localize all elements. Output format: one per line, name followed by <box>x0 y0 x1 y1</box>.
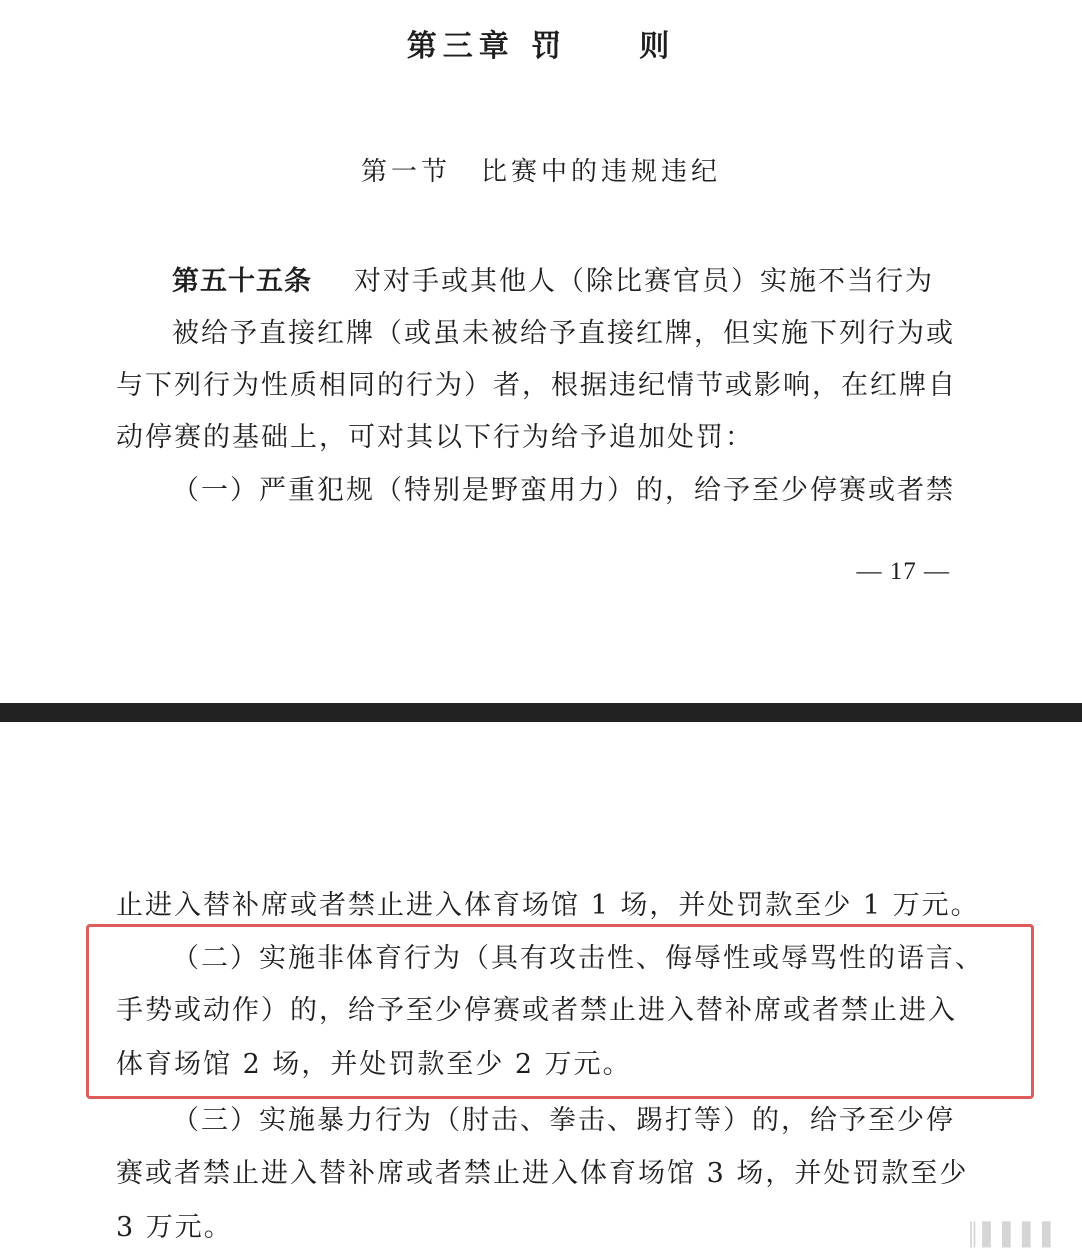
page-divider <box>0 703 1082 722</box>
text-line: 3 万元。 <box>116 1212 233 1243</box>
text-line: 手势或动作）的，给予至少停赛或者禁止进入替补席或者禁止进入 <box>116 995 957 1026</box>
text-line: （三）实施暴力行为（肘击、拳击、踢打等）的，给予至少停 <box>172 1105 955 1136</box>
section-title: 第一节 比赛中的违规违纪 <box>360 157 721 187</box>
text-line: 体育场馆 2 场，并处罚款至少 2 万元。 <box>116 1049 632 1080</box>
page-number: — 17 — <box>856 558 950 585</box>
text-line: 被给予直接红牌（或虽未被给予直接红牌，但实施下列行为或 <box>172 318 955 349</box>
article-first-line <box>172 265 934 299</box>
text-line: 与下列行为性质相同的行为）者，根据违纪情节或影响，在红牌自 <box>116 370 957 401</box>
highlight-box <box>86 924 1034 1099</box>
text-line: 赛或者禁止进入替补席或者禁止进入体育场馆 3 场，并处罚款至少 <box>116 1158 969 1189</box>
text-line: （一）严重犯规（特别是野蛮用力）的，给予至少停赛或者禁 <box>172 475 955 506</box>
watermark: ║▌▌▌▌ <box>966 1223 1062 1248</box>
text-line: 止进入替补席或者禁止进入体育场馆 1 场，并处罚款至少 1 万元。 <box>116 890 980 921</box>
text-line: 动停赛的基础上，可对其以下行为给予追加处罚： <box>116 422 754 453</box>
text-line: （二）实施非体育行为（具有攻击性、侮辱性或辱骂性的语言、 <box>172 943 984 974</box>
article-label: 第五十五条 <box>172 266 312 297</box>
chapter-title: 第三章 罚 则 <box>406 29 676 64</box>
article-text: 对对手或其他人（除比赛官员）实施不当行为 <box>354 266 934 297</box>
